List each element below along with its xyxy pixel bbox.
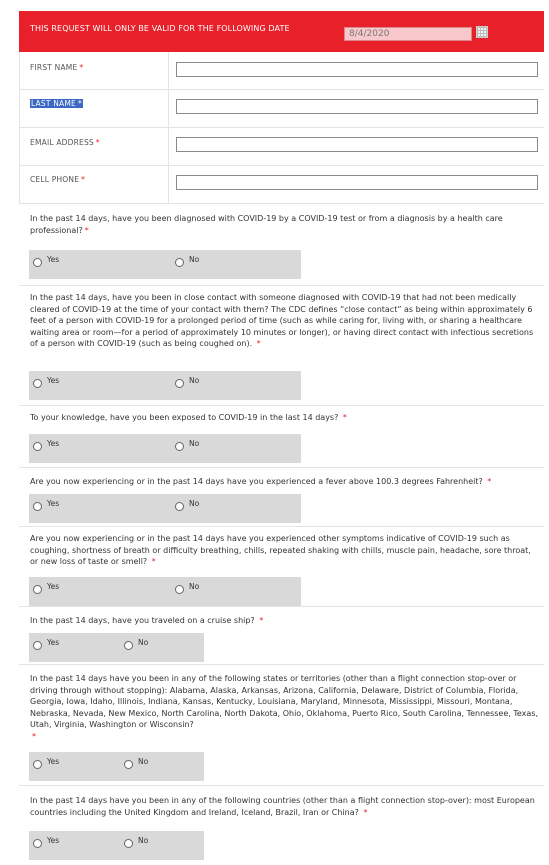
divider xyxy=(19,165,544,166)
radio-circle-icon[interactable] xyxy=(33,839,42,848)
last-name-label: LAST NAME * xyxy=(31,99,82,108)
question-symptoms: Are you now experiencing or in the past 14 days have you experienced other symptoms indicative of COVID-19 such as coughing, shortness of breath or difficulty breathing, chills, repeated shaking with chills, muscle pain, headache, sore throat, or new loss of taste or smell? * xyxy=(30,534,531,566)
radio-no[interactable]: No xyxy=(124,835,148,848)
radio-group-states-visited xyxy=(29,752,204,781)
last-name-input[interactable] xyxy=(176,99,538,114)
radio-circle-icon[interactable] xyxy=(175,585,184,594)
radio-yes[interactable]: Yes xyxy=(33,835,59,848)
radio-no[interactable]: No xyxy=(175,375,199,388)
radio-yes[interactable]: Yes xyxy=(33,438,59,451)
radio-yes[interactable]: Yes xyxy=(33,637,59,650)
radio-group-diagnosed xyxy=(29,250,301,279)
question-states-visited: In the past 14 days have you been in any of the following states or territories (other than a flight connection stop-over or driving through without stopping): Alabama, Alaska, Arkansas, Arizona, California, Delaware, District of Columbia, Florida, Georgia, Iowa, Idaho, Illinois, Indiana, Kansas, Kentucky, Louisiana, Maryland, Minnesota, Mississippi, Missouri, Montana, Nebraska, Nevada, New Mexico, North Carolina, North Dakota, Ohio, Oklahoma, Puerto Rico, South Carolina, Tennessee, Texas, Utah, Virginia, Washington or Wisconsin? * xyxy=(30,674,539,741)
radio-no[interactable]: No xyxy=(175,498,199,511)
radio-no[interactable]: No xyxy=(175,581,199,594)
first-name-label: FIRST NAME * xyxy=(30,63,84,72)
field-column-divider xyxy=(168,52,169,204)
radio-circle-icon[interactable] xyxy=(124,760,133,769)
question-exposed: To your knowledge, have you been exposed to COVID-19 in the last 14 days? * xyxy=(30,413,347,422)
divider xyxy=(19,203,544,204)
radio-circle-icon[interactable] xyxy=(124,839,133,848)
radio-circle-icon[interactable] xyxy=(33,258,42,267)
radio-no[interactable]: No xyxy=(175,254,199,267)
radio-group-close-contact xyxy=(29,371,301,400)
first-name-input[interactable] xyxy=(176,62,538,77)
question-countries-visited: In the past 14 days have you been in any of the following countries (other than a flight connection stop-over): most European countries including the United Kingdom and Ireland, Iceland, Brazil, Iran or China? * xyxy=(30,796,535,817)
radio-no[interactable]: No xyxy=(124,756,148,769)
validity-date-label: THIS REQUEST WILL ONLY BE VALID FOR THE FOLLOWING DATE xyxy=(30,24,290,33)
email-address-label: EMAIL ADDRESS * xyxy=(30,138,100,147)
radio-circle-icon[interactable] xyxy=(175,258,184,267)
divider xyxy=(19,405,544,406)
radio-group-countries-visited xyxy=(29,831,204,860)
radio-circle-icon[interactable] xyxy=(33,379,42,388)
field-border-left xyxy=(19,52,20,204)
validity-date-banner xyxy=(19,11,544,52)
radio-yes[interactable]: Yes xyxy=(33,756,59,769)
radio-circle-icon[interactable] xyxy=(33,585,42,594)
radio-circle-icon[interactable] xyxy=(33,641,42,650)
divider xyxy=(19,785,544,786)
radio-circle-icon[interactable] xyxy=(33,442,42,451)
radio-group-cruise-ship xyxy=(29,633,204,662)
divider xyxy=(19,127,544,128)
calendar-icon[interactable] xyxy=(476,26,488,38)
radio-yes[interactable]: Yes xyxy=(33,581,59,594)
radio-yes[interactable]: Yes xyxy=(33,254,59,267)
question-close-contact: In the past 14 days, have you been in close contact with someone diagnosed with COVID-19 that had not been medically cleared of COVID-19 at the time of your contact with them? The CDC defines “close contact” as being within approximately 6 feet of a person with COVID-19 for a prolonged period of time (such as while caring for, living with, or sharing a healthcare waiting area or room—for a period of approximately 10 minutes or longer), or having direct contact with infectious secretions of a person with COVID-19 (such as being coughed on). * xyxy=(30,293,534,348)
radio-circle-icon[interactable] xyxy=(175,379,184,388)
divider xyxy=(19,285,544,286)
radio-circle-icon[interactable] xyxy=(33,502,42,511)
divider xyxy=(19,89,544,90)
question-fever: Are you now experiencing or in the past 14 days have you experienced a fever above 100.3 degrees Fahrenheit? * xyxy=(30,477,492,486)
radio-circle-icon[interactable] xyxy=(124,641,133,650)
radio-circle-icon[interactable] xyxy=(33,760,42,769)
radio-no[interactable]: No xyxy=(175,438,199,451)
question-cruise-ship: In the past 14 days, have you traveled on a cruise ship? * xyxy=(30,616,264,625)
divider xyxy=(19,664,544,665)
divider xyxy=(19,526,544,527)
radio-group-symptoms xyxy=(29,577,301,606)
radio-circle-icon[interactable] xyxy=(175,502,184,511)
radio-yes[interactable]: Yes xyxy=(33,498,59,511)
radio-group-fever xyxy=(29,494,301,523)
divider xyxy=(19,467,544,468)
radio-circle-icon[interactable] xyxy=(175,442,184,451)
radio-no[interactable]: No xyxy=(124,637,148,650)
validity-date-input[interactable] xyxy=(344,27,472,41)
radio-group-exposed xyxy=(29,434,301,463)
cell-phone-input[interactable] xyxy=(176,175,538,190)
email-address-input[interactable] xyxy=(176,137,538,152)
radio-yes[interactable]: Yes xyxy=(33,375,59,388)
divider xyxy=(19,606,544,607)
cell-phone-label: CELL PHONE * xyxy=(30,175,86,184)
question-diagnosed: In the past 14 days, have you been diagnosed with COVID-19 by a COVID-19 test or from a diagnosis by a health care professional? * xyxy=(30,214,503,235)
